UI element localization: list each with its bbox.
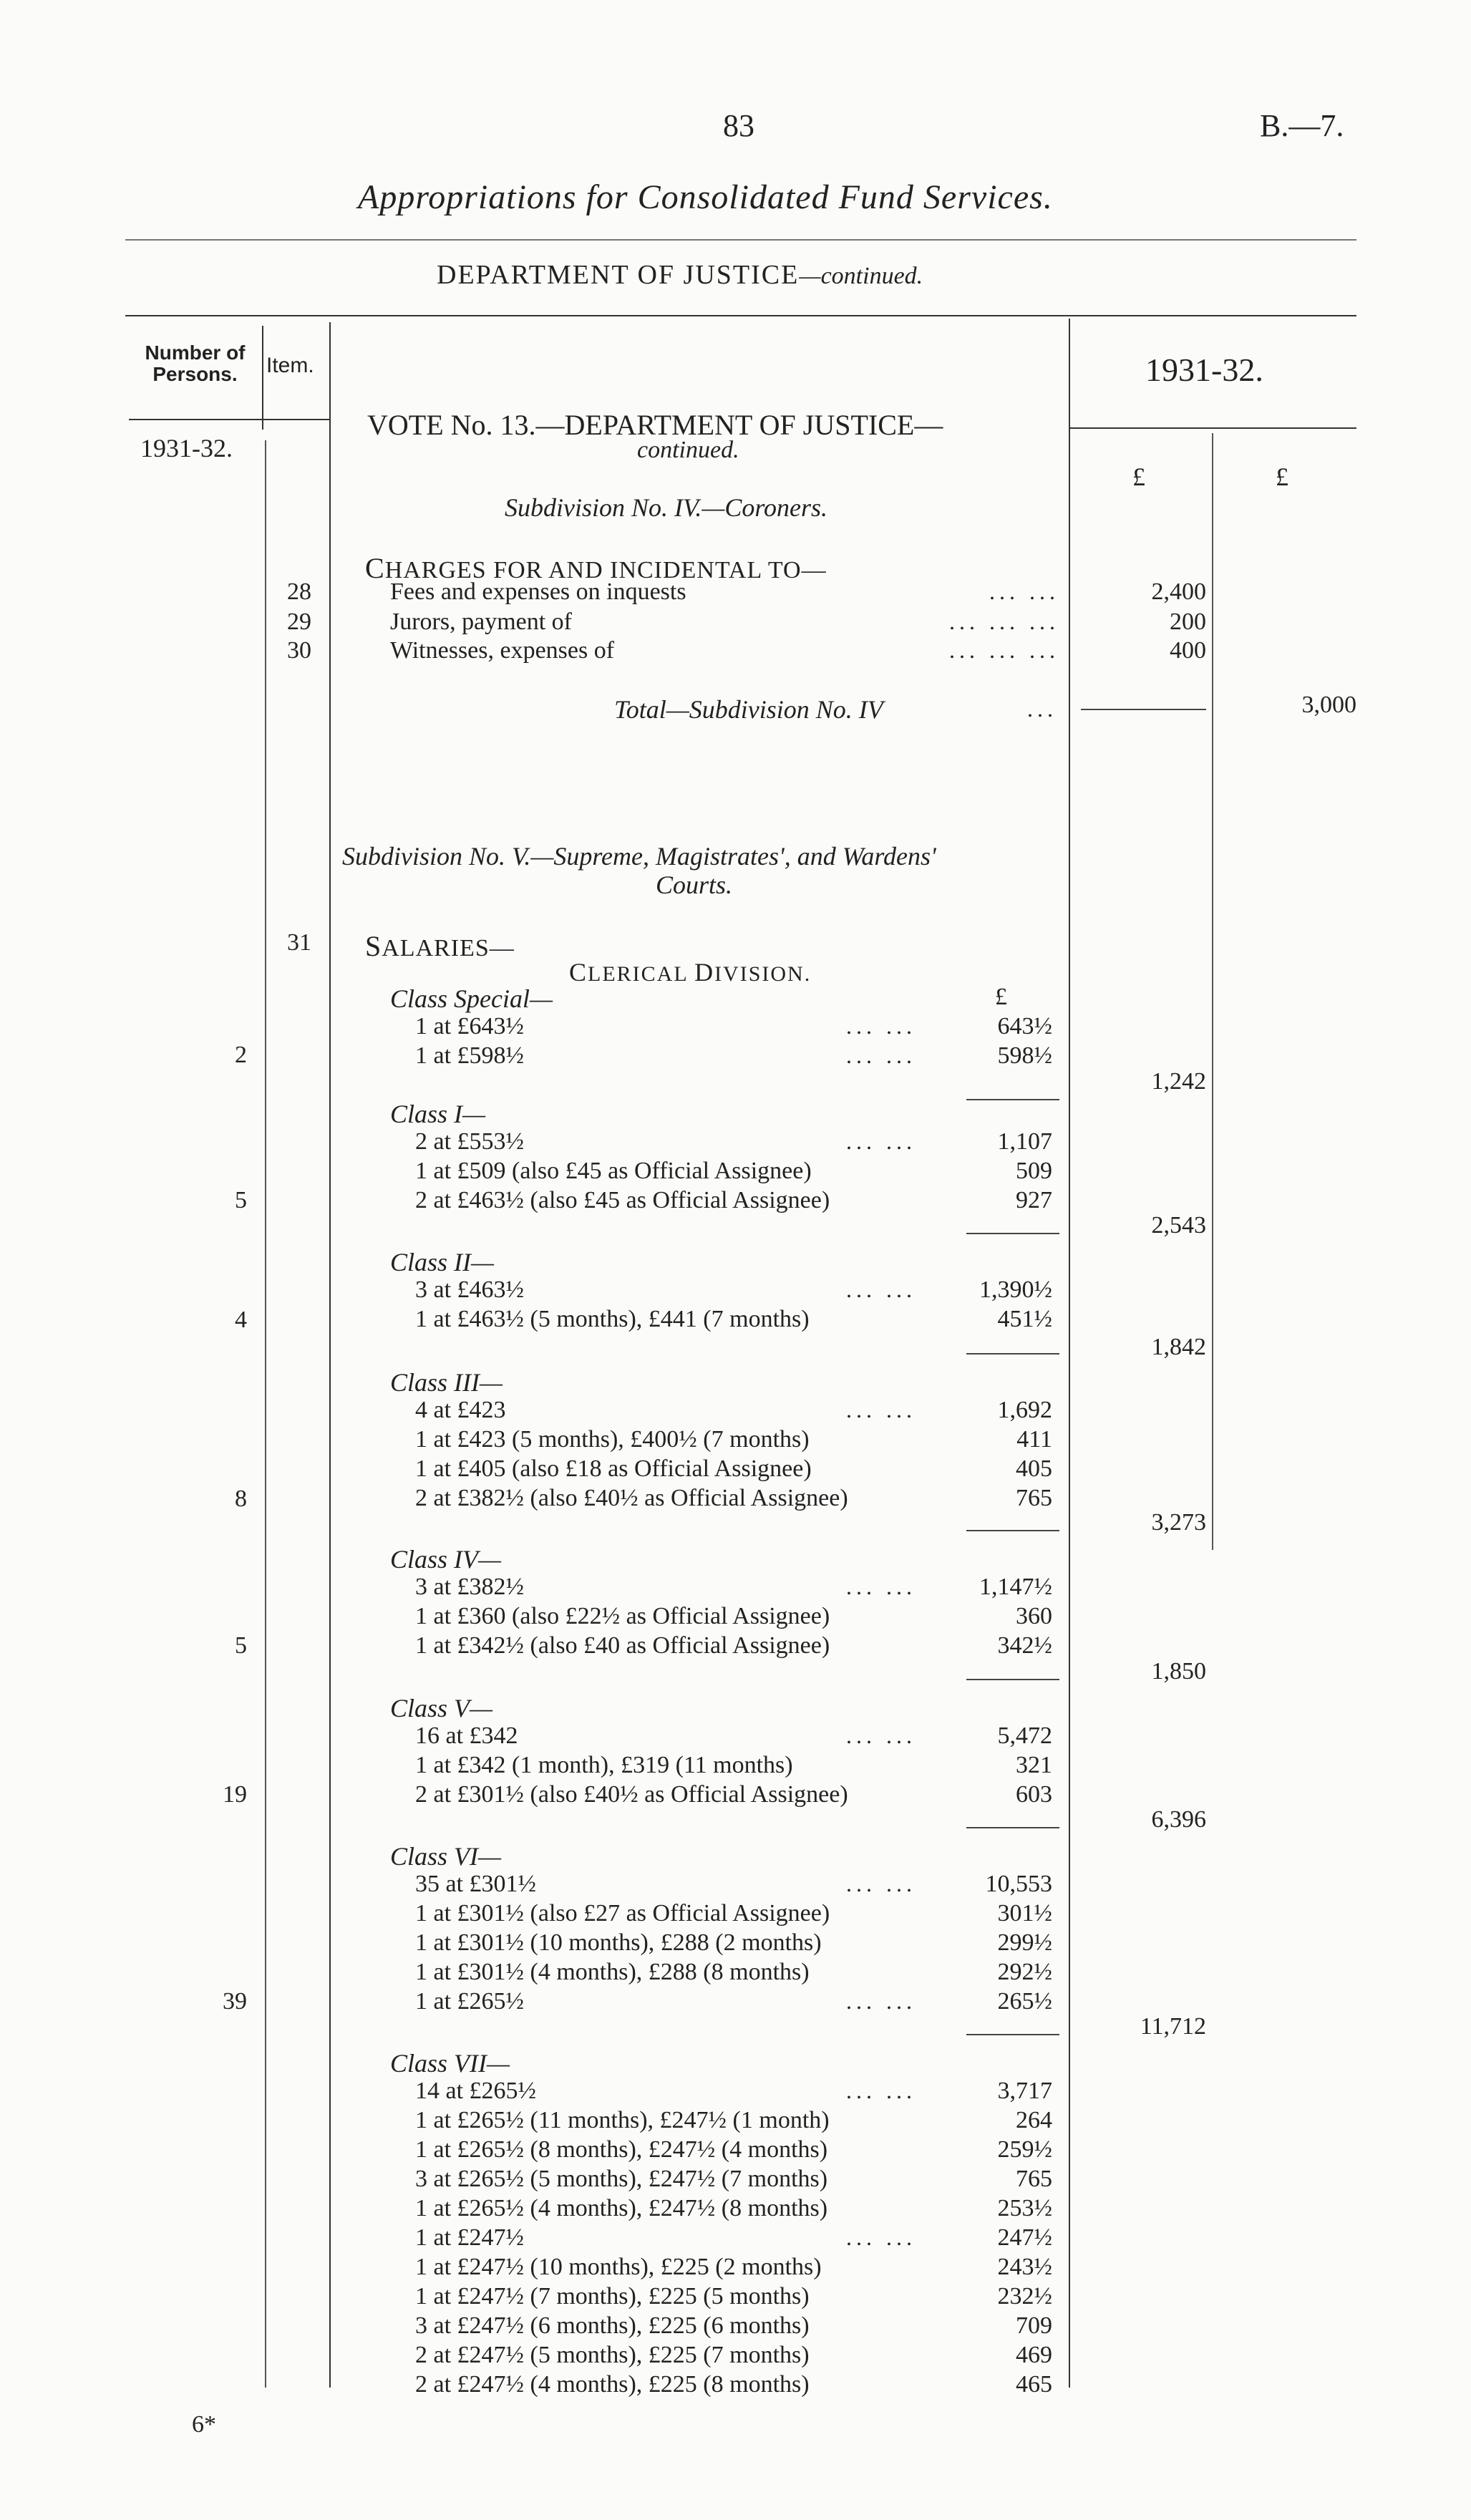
class-line-text: 2 at £382½ (also £40½ as Official Assignee) bbox=[415, 1485, 848, 1511]
class-line-amount: 5,472 bbox=[997, 1722, 1052, 1749]
item-description: Fees and expenses on inquests bbox=[390, 578, 686, 605]
pound-header-1: £ bbox=[1132, 462, 1145, 491]
class-line-text: 1 at £598½ bbox=[415, 1042, 525, 1069]
class-line-leaders: ... ... bbox=[846, 1988, 916, 2014]
class-persons-count: 19 bbox=[223, 1781, 247, 1808]
class-line-leaders: ... ... bbox=[846, 1871, 916, 1896]
class-line-text: 1 at £360 (also £22½ as Official Assignee) bbox=[415, 1603, 830, 1629]
class-line-amount: 643½ bbox=[997, 1013, 1052, 1040]
clerical-division-heading bbox=[569, 957, 811, 987]
class-line-leaders: ... ... bbox=[846, 1013, 916, 1039]
class-line-text: 1 at £247½ bbox=[415, 2224, 525, 2251]
item-description: Jurors, payment of bbox=[390, 609, 573, 635]
class-line-leaders: ... ... bbox=[846, 2224, 916, 2250]
item-leaders: ... ... bbox=[989, 578, 1059, 604]
class-persons-count: 5 bbox=[235, 1187, 247, 1213]
class-line-text: 1 at £301½ (also £27 as Official Assignee) bbox=[415, 1900, 830, 1927]
class-persons-count: 2 bbox=[235, 1042, 247, 1068]
class-line-text: 4 at £423 bbox=[415, 1397, 506, 1423]
class-line-amount: 765 bbox=[1016, 2166, 1052, 2192]
class-subtotal-rule bbox=[966, 1679, 1059, 1680]
header-divider-persons-item bbox=[262, 326, 263, 430]
class-subtotal-rule bbox=[966, 1827, 1059, 1828]
class-line-leaders: ... ... bbox=[846, 1042, 916, 1068]
class-line-text: 2 at £553½ bbox=[415, 1128, 525, 1155]
clerical-initial: C bbox=[569, 958, 588, 987]
class-line-amount: 411 bbox=[1016, 1426, 1052, 1453]
class-line-text: 1 at £265½ (8 months), £247½ (4 months) bbox=[415, 2136, 828, 2163]
class-line-amount: 247½ bbox=[997, 2224, 1052, 2251]
class-line-text: 1 at £301½ (4 months), £288 (8 months) bbox=[415, 1959, 810, 1985]
charges-rest: HARGES FOR AND INCIDENTAL TO— bbox=[384, 557, 827, 583]
class-name: Class Special— bbox=[390, 984, 553, 1013]
department-heading bbox=[437, 259, 923, 291]
class-subtotal: 11,712 bbox=[1140, 2013, 1206, 2040]
class-subtotal-rule bbox=[966, 2034, 1059, 2035]
class-line-amount: 469 bbox=[1016, 2342, 1052, 2368]
class-line-amount: 598½ bbox=[997, 1042, 1052, 1069]
class-line-text: 35 at £301½ bbox=[415, 1871, 537, 1897]
class-name: Class II— bbox=[390, 1248, 495, 1276]
class-line-amount: 405 bbox=[1016, 1455, 1052, 1482]
item-leaders: ... ... ... bbox=[949, 637, 1059, 663]
class-persons-count: 39 bbox=[223, 1988, 247, 2015]
department-suffix: —continued. bbox=[799, 263, 923, 289]
class-line-amount: 264 bbox=[1016, 2107, 1052, 2133]
class-line-leaders: ... ... bbox=[846, 1722, 916, 1748]
subdivision-v-heading-cont: Courts. bbox=[656, 871, 733, 899]
pound-subcolumn: £ bbox=[995, 984, 1007, 1010]
class-line-text: 1 at £265½ (11 months), £247½ (1 month) bbox=[415, 2107, 830, 2133]
class-line-text: 3 at £463½ bbox=[415, 1276, 525, 1303]
class-persons-count: 4 bbox=[235, 1307, 247, 1333]
class-line-amount: 259½ bbox=[997, 2136, 1052, 2163]
class-line-text: 3 at £247½ (6 months), £225 (6 months) bbox=[415, 2312, 810, 2339]
class-subtotal: 1,850 bbox=[1151, 1658, 1206, 1685]
class-persons-count: 5 bbox=[235, 1632, 247, 1659]
header-rule-left bbox=[129, 419, 329, 420]
class-line-amount: 765 bbox=[1016, 1485, 1052, 1511]
class-name: Class I— bbox=[390, 1100, 486, 1128]
salaries-rest: ALARIES— bbox=[382, 935, 515, 961]
class-line-amount: 603 bbox=[1016, 1781, 1052, 1808]
class-line-text: 1 at £463½ (5 months), £441 (7 months) bbox=[415, 1306, 810, 1332]
class-line-leaders: ... ... bbox=[846, 2078, 916, 2103]
class-line-amount: 360 bbox=[1016, 1603, 1052, 1629]
class-line-text: 2 at £247½ (5 months), £225 (7 months) bbox=[415, 2342, 810, 2368]
total-rule bbox=[1081, 709, 1206, 710]
column-rule-amount1 bbox=[1069, 319, 1070, 2388]
class-subtotal-rule bbox=[966, 1353, 1059, 1354]
class-line-amount: 1,107 bbox=[997, 1128, 1052, 1155]
page-number: 83 bbox=[723, 108, 754, 143]
subdivision-iv-total-label: Total—Subdivision No. IV bbox=[614, 695, 883, 724]
class-line-text: 1 at £301½ (10 months), £288 (2 months) bbox=[415, 1929, 822, 1956]
division-initial: D bbox=[694, 958, 715, 987]
class-name: Class IV— bbox=[390, 1545, 502, 1574]
class-line-amount: 3,717 bbox=[997, 2078, 1052, 2104]
class-subtotal: 2,543 bbox=[1151, 1212, 1206, 1239]
class-line-amount: 265½ bbox=[997, 1988, 1052, 2015]
class-subtotal-rule bbox=[966, 1530, 1059, 1531]
class-line-text: 1 at £265½ (4 months), £247½ (8 months) bbox=[415, 2195, 828, 2221]
salaries-heading bbox=[365, 929, 515, 963]
class-line-leaders: ... ... bbox=[846, 1128, 916, 1154]
class-line-amount: 509 bbox=[1016, 1158, 1052, 1184]
class-line-text: 1 at £342½ (also £40 as Official Assignee) bbox=[415, 1632, 830, 1659]
class-line-amount: 321 bbox=[1016, 1752, 1052, 1778]
class-line-amount: 465 bbox=[1016, 2371, 1052, 2398]
table-top-rule bbox=[125, 315, 1356, 316]
class-line-text: 2 at £247½ (4 months), £225 (8 months) bbox=[415, 2371, 810, 2398]
signature-mark: 6* bbox=[192, 2411, 216, 2438]
class-line-text: 1 at £247½ (7 months), £225 (5 months) bbox=[415, 2283, 810, 2310]
class-line-amount: 299½ bbox=[997, 1929, 1052, 1956]
header-rule-right bbox=[1069, 427, 1356, 429]
column-header-item: Item. bbox=[266, 354, 314, 377]
subdivision-v-heading: Subdivision No. V.—Supreme, Magistrates', and Wardens' bbox=[342, 842, 936, 871]
class-subtotal: 6,396 bbox=[1151, 1806, 1206, 1833]
class-subtotal-rule bbox=[966, 1233, 1059, 1234]
column-rule-amount2 bbox=[1212, 433, 1213, 1550]
salaries-initial: S bbox=[365, 930, 382, 962]
class-subtotal: 1,842 bbox=[1151, 1334, 1206, 1360]
item-leaders: ... ... ... bbox=[949, 609, 1059, 634]
vote-continued: continued. bbox=[637, 437, 739, 463]
class-line-text: 1 at £247½ (10 months), £225 (2 months) bbox=[415, 2254, 822, 2280]
vote-heading: VOTE No. 13.—DEPARTMENT OF JUSTICE— bbox=[367, 409, 943, 441]
item-31: 31 bbox=[287, 929, 311, 956]
item-number: 28 bbox=[287, 578, 311, 605]
class-line-amount: 292½ bbox=[997, 1959, 1052, 1985]
class-subtotal-rule bbox=[966, 1099, 1059, 1100]
class-line-text: 16 at £342 bbox=[415, 1722, 518, 1749]
subdivision-iv-total: 3,000 bbox=[1301, 692, 1356, 718]
charges-initial: C bbox=[365, 552, 385, 584]
class-line-text: 1 at £265½ bbox=[415, 1988, 525, 2015]
class-line-text: 1 at £405 (also £18 as Official Assignee) bbox=[415, 1455, 812, 1482]
class-line-text: 1 at £643½ bbox=[415, 1013, 525, 1040]
column-rule-item bbox=[329, 322, 331, 2388]
pound-header-2: £ bbox=[1276, 462, 1288, 491]
persons-year-label: 1931-32. bbox=[140, 434, 233, 462]
class-line-leaders: ... ... bbox=[846, 1397, 916, 1423]
document-code: B.—7. bbox=[1260, 108, 1344, 143]
department-name: DEPARTMENT OF JUSTICE bbox=[437, 260, 800, 290]
item-amount: 2,400 bbox=[1151, 578, 1206, 605]
subdivision-iv-heading: Subdivision No. IV.—Coroners. bbox=[505, 493, 828, 522]
class-line-text: 14 at £265½ bbox=[415, 2078, 537, 2104]
item-amount: 200 bbox=[1170, 609, 1206, 635]
class-subtotal: 3,273 bbox=[1151, 1509, 1206, 1536]
class-name: Class VII— bbox=[390, 2049, 510, 2078]
item-amount: 400 bbox=[1170, 637, 1206, 664]
title-rule bbox=[125, 239, 1356, 241]
class-line-amount: 253½ bbox=[997, 2195, 1052, 2221]
class-line-amount: 342½ bbox=[997, 1632, 1052, 1659]
class-line-text: 3 at £382½ bbox=[415, 1574, 525, 1600]
page-title: Appropriations for Consolidated Fund Services. bbox=[358, 178, 1053, 216]
clerical-rest-2: IVISION. bbox=[714, 962, 812, 986]
subdivision-iv-total-dots: ... bbox=[1027, 696, 1057, 722]
clerical-rest-1: LERICAL bbox=[588, 962, 695, 986]
class-persons-count: 8 bbox=[235, 1486, 247, 1512]
column-header-year: 1931-32. bbox=[1145, 352, 1263, 388]
class-line-leaders: ... ... bbox=[846, 1574, 916, 1599]
class-line-text: 1 at £509 (also £45 as Official Assignee) bbox=[415, 1158, 812, 1184]
class-line-amount: 1,147½ bbox=[979, 1574, 1052, 1600]
class-line-text: 2 at £301½ (also £40½ as Official Assignee) bbox=[415, 1781, 848, 1808]
class-line-amount: 232½ bbox=[997, 2283, 1052, 2310]
class-line-amount: 1,390½ bbox=[979, 1276, 1052, 1303]
class-line-text: 3 at £265½ (5 months), £247½ (7 months) bbox=[415, 2166, 828, 2192]
class-name: Class VI— bbox=[390, 1842, 502, 1871]
class-line-amount: 301½ bbox=[997, 1900, 1052, 1927]
item-description: Witnesses, expenses of bbox=[390, 637, 615, 664]
item-number: 29 bbox=[287, 609, 311, 635]
column-header-persons: Number of Persons. bbox=[145, 341, 246, 385]
class-line-amount: 451½ bbox=[997, 1306, 1052, 1332]
column-rule-persons bbox=[265, 440, 266, 2388]
class-line-leaders: ... ... bbox=[846, 1276, 916, 1302]
class-line-text: 1 at £423 (5 months), £400½ (7 months) bbox=[415, 1426, 810, 1453]
class-line-text: 1 at £342 (1 month), £319 (11 months) bbox=[415, 1752, 793, 1778]
item-number: 30 bbox=[287, 637, 311, 664]
class-line-amount: 927 bbox=[1016, 1187, 1052, 1213]
class-line-amount: 10,553 bbox=[985, 1871, 1052, 1897]
class-line-amount: 709 bbox=[1016, 2312, 1052, 2339]
class-line-amount: 1,692 bbox=[997, 1397, 1052, 1423]
class-line-text: 2 at £463½ (also £45 as Official Assignee) bbox=[415, 1187, 830, 1213]
class-name: Class V— bbox=[390, 1694, 493, 1722]
class-name: Class III— bbox=[390, 1368, 503, 1397]
class-line-amount: 243½ bbox=[997, 2254, 1052, 2280]
class-subtotal: 1,242 bbox=[1151, 1068, 1206, 1095]
